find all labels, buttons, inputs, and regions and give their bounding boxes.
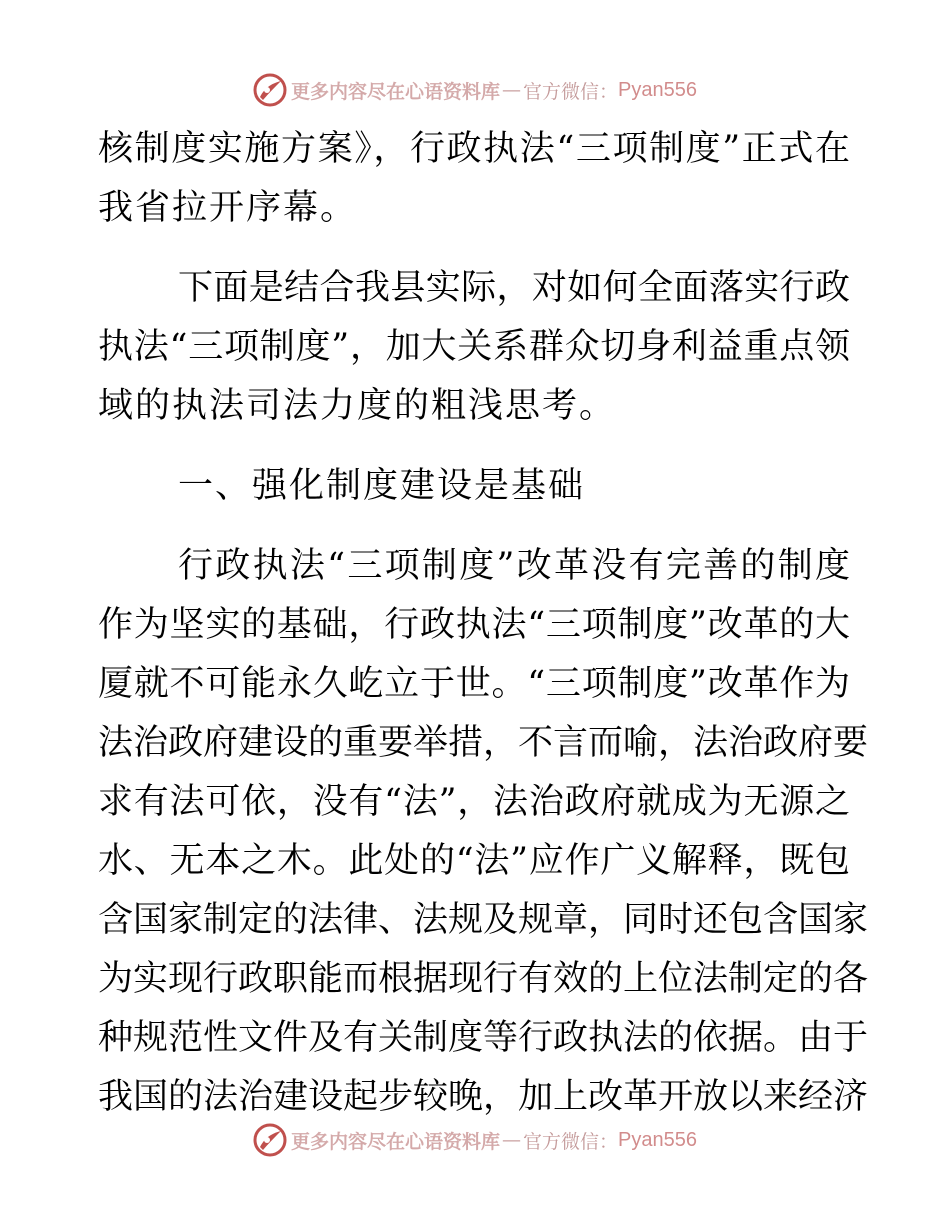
watermark-footer xyxy=(0,1120,950,1160)
text-line: 含国家制定的法律、法规及规章，同时还包含国家 xyxy=(98,900,869,940)
brand-logo-icon xyxy=(253,1123,287,1157)
text-line: 种规范性文件及有关制度等行政执法的依据。由于 xyxy=(98,1018,869,1058)
paragraph-2 xyxy=(98,259,850,436)
text-line: 核制度实施方案》，行政执法“三项制度”正式在 xyxy=(98,129,850,169)
text-line: 我国的法治建设起步较晚，加上改革开放以来经济 xyxy=(98,1077,869,1117)
watermark-label: 官方微信： xyxy=(523,1130,619,1153)
text-line: 域的执法司法力度的粗浅思考。 xyxy=(98,386,617,426)
text-line: 下面是结合我县实际，对如何全面落实行政 xyxy=(178,268,850,308)
text-line: 厦就不可能永久屹立于世。“三项制度”改革作为 xyxy=(98,664,850,704)
text-line: 求有法可依，没有“法”，法治政府就成为无源之 xyxy=(98,782,850,822)
paragraph-3 xyxy=(98,537,869,1127)
text-line: 水、无本之木。此处的“法”应作广义解释，既包 xyxy=(98,841,850,881)
watermark-brand: 更多内容尽在心语资料库 xyxy=(291,1130,501,1153)
brand-logo-icon xyxy=(253,73,287,107)
text-line: 行政执法“三项制度”改革没有完善的制度 xyxy=(178,546,850,586)
text-line: 作为坚实的基础，行政执法“三项制度”改革的大 xyxy=(98,605,850,645)
watermark-brand: 更多内容尽在心语资料库 xyxy=(291,80,501,103)
watermark-id: Pyan556 xyxy=(618,78,697,101)
text-line: 执法“三项制度”，加大关系群众切身利益重点领 xyxy=(98,327,850,367)
watermark-header xyxy=(0,70,950,110)
watermark-id: Pyan556 xyxy=(618,1128,697,1151)
watermark-separator: — xyxy=(502,1129,522,1151)
text-line: 我省拉开序幕。 xyxy=(98,188,358,228)
text-line: 为实现行政职能而根据现行有效的上位法制定的各 xyxy=(98,959,869,999)
watermark-separator: — xyxy=(502,79,522,101)
document-body xyxy=(98,120,869,1127)
text-line: 法治政府建设的重要举措，不言而喻，法治政府要 xyxy=(98,723,869,763)
paragraph-1 xyxy=(98,120,850,238)
section-heading: 一、强化制度建设是基础 xyxy=(178,466,586,506)
watermark-label: 官方微信： xyxy=(523,80,619,103)
